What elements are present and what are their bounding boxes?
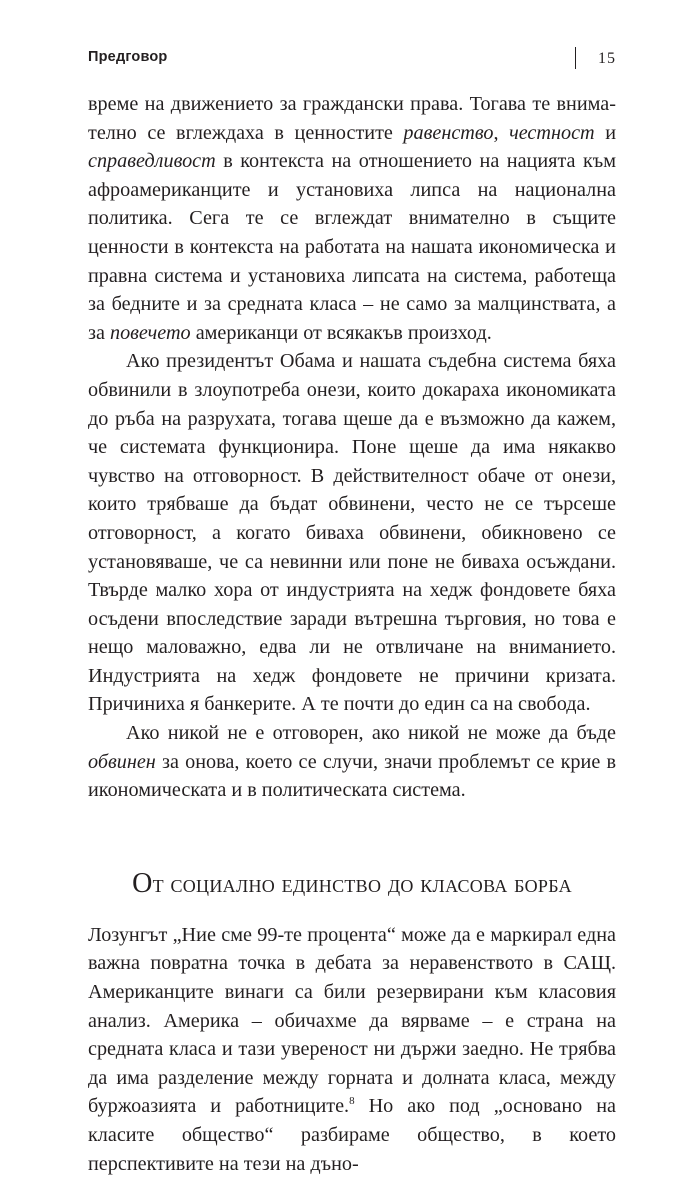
section-paragraph-1: [88, 921, 616, 1178]
page-number: 15: [598, 50, 616, 67]
running-title: Предговор: [88, 49, 168, 65]
italic-term: справедливост: [88, 150, 216, 173]
paragraph-text: Лозунгът „Ние сме 99-те процента“ може да е маркирал една важна повратна точка в дебата за неравенството в САЩ. Американците винаги са били резервирани към класовия анализ. Америка – обичахме да вярваме – е страна на средната класа и тази увереност ни държи заедно. Не трябва да има разделение между горната и долната класа, между буржоазията и работниците.: [88, 923, 616, 1118]
page-header: [88, 47, 616, 71]
paragraph-1: [88, 90, 616, 347]
paragraph-text: Ако никой не е отговорен, ако никой не може да бъде: [126, 722, 616, 745]
heading-text: т социално единство до класова борба: [152, 870, 572, 898]
paragraph-text: и: [594, 121, 616, 144]
paragraph-text: американци от всякакъв произход.: [190, 321, 492, 344]
section-heading: [88, 867, 616, 902]
paragraph-text: в контекста на отношението на нацията към афроамериканците и установиха липса на национална политика. Сега те се вглеждат внимателно в същите ценности в контекста на работата на нашата икономическа и правна система и установиха липсата на система, работеща за бедните и за средната класа – не само за малцинствата, а за: [88, 150, 616, 344]
paragraph-2: Ако президентът Обама и нашата съдебна система бяха обвинили в злоупотреба онези, които докараха икономиката до ръба на разрухата, тогава щеше да е възможно да кажем, че системата функционира. Поне щеше да има някакво чувство на отговорност. В действителност обаче от онези, които трябваше да бъдат обвинени, често не се търсеше отговорност, а когато биваха обвинени, обикновено се установяваше, че са невинни или поне не биваха осъждани. Твърде малко хора от индустрията на хедж фондовете бяха осъдени впоследствие заради вътрешна търговия, но това е нещо маловажно, едва ли не отвличане на вниманието. Индустрията на хедж фондовете не причини кризата. Причиниха я банкерите. А те почти до един са на свобода.: [88, 350, 616, 716]
paragraph-text: Но ако под „основано на класите общество“ разбираме общество, в което перспективите на тези на дъно-: [88, 1095, 616, 1175]
header-divider: [575, 47, 576, 69]
italic-term: обвинен: [88, 750, 156, 773]
page-body: [88, 90, 616, 1178]
italic-term: равенство: [403, 121, 494, 144]
paragraph-text: време на движението за граждански права. Тогава те внимателно се вглеждаха в ценностите: [88, 93, 616, 144]
paragraph-text: за онова, което се случи, значи проблемът се крие в икономическата и в политическата система.: [88, 750, 616, 802]
italic-term: повечето: [109, 321, 191, 344]
paragraph-3: [88, 719, 616, 805]
italic-term: честност: [509, 121, 595, 144]
footnote-marker[interactable]: 8: [349, 1095, 355, 1108]
paragraph-text: ,: [493, 121, 510, 144]
heading-initial: О: [132, 867, 153, 899]
